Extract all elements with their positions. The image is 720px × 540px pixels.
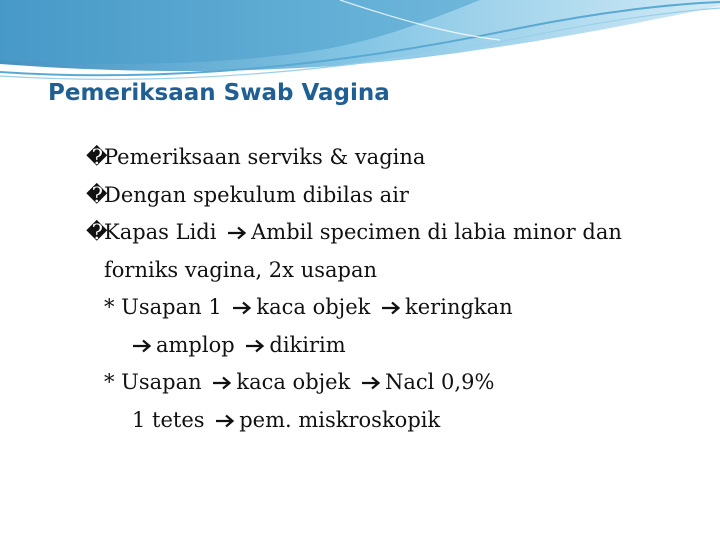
bullet-line-2 (86, 177, 686, 215)
line-text: 1 tetes (132, 407, 205, 432)
arrow-right-icon (361, 376, 381, 390)
line-text: pem. miskroskopik (239, 407, 441, 432)
continuation-line (86, 252, 686, 290)
line-text: Pemeriksaan serviks & vagina (104, 145, 426, 169)
arrow-right-icon (381, 301, 401, 315)
sub-line-tetes (86, 402, 686, 440)
sub-line-usapan-2 (86, 364, 686, 402)
line-text: kaca objek (256, 295, 371, 319)
line-text: Nacl 0,9% (385, 370, 495, 394)
arrow-right-icon (245, 339, 265, 353)
arrow-right-icon (132, 339, 152, 353)
line-text: keringkan (405, 295, 513, 319)
bullet-line-1 (86, 139, 686, 177)
line-text: forniks vagina, 2x usapan (104, 257, 377, 282)
arrow-right-icon (232, 301, 252, 315)
arrow-right-icon (215, 414, 235, 428)
arrow-right-icon (227, 226, 247, 240)
sub-line-usapan-1 (86, 289, 686, 327)
bullet-icon: � (86, 220, 108, 244)
line-text: Ambil specimen di labia minor dan (251, 220, 622, 244)
arrow-right-icon (212, 376, 232, 390)
line-text: * Usapan (104, 370, 202, 394)
line-text: Kapas Lidi (104, 220, 217, 244)
slide-title: Pemeriksaan Swab Vagina (48, 80, 390, 106)
slide-body (86, 139, 686, 439)
line-text: Dengan spekulum dibilas air (104, 182, 409, 207)
bullet-icon: � (86, 182, 108, 207)
bullet-icon: � (86, 145, 108, 169)
bullet-line-3 (86, 214, 686, 252)
line-text: * Usapan 1 (104, 295, 222, 319)
line-text: dikirim (269, 332, 346, 357)
sub-line-amplop (86, 327, 686, 365)
line-text: kaca objek (236, 370, 351, 394)
line-text: amplop (156, 332, 235, 357)
